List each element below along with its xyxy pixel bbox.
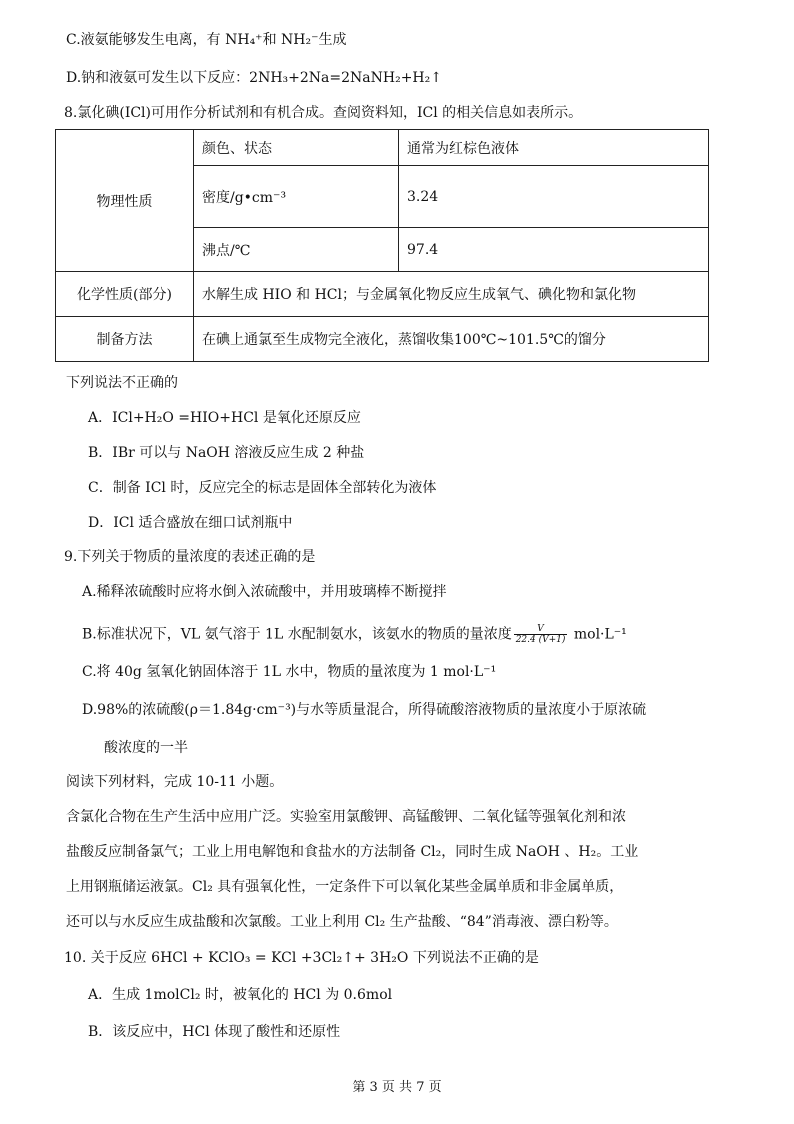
concentration-fraction	[514, 624, 568, 645]
density-value: 3.24	[399, 166, 709, 228]
q9-stem: 9.下列关于物质的量浓度的表述正确的是	[64, 549, 316, 565]
q10-option-b: B．该反应中，HCl 体现了酸性和还原性	[88, 1024, 341, 1040]
fraction-numerator: V	[514, 624, 568, 635]
boiling-point-label: 沸点/℃	[194, 228, 399, 272]
q10-option-a: A．生成 1molCl₂ 时，被氧化的 HCl 为 0.6mol	[88, 987, 393, 1003]
q9-option-b-text: B.标准状况下，VL 氨气溶于 1L 水配制氨水，该氨水的物质的量浓度	[82, 626, 512, 643]
table-row	[56, 317, 709, 362]
chemical-properties-label: 化学性质(部分)	[56, 272, 194, 317]
q8-option-c: C．制备 ICl 时，反应完全的标志是固体全部转化为液体	[88, 480, 437, 496]
preparation-label: 制备方法	[56, 317, 194, 362]
q8-option-b: B．IBr 可以与 NaOH 溶液反应生成 2 种盐	[88, 445, 365, 461]
chemical-properties-value: 水解生成 HIO 和 HCl；与金属氧化物反应生成氧气、碘化物和氯化物	[194, 272, 709, 317]
q9-option-b	[82, 624, 627, 645]
q8-prompt: 下列说法不正确的	[66, 375, 178, 391]
page-footer: 第 3 页 共 7 页	[352, 1080, 442, 1095]
color-state-value: 通常为红棕色液体	[399, 130, 709, 166]
color-state-label: 颜色、状态	[194, 130, 399, 166]
icl-properties-table	[55, 129, 709, 362]
q8-option-a: A．ICl+H₂O =HIO+HCl 是氧化还原反应	[88, 410, 361, 426]
material-paragraph-line: 含氯化合物在生产生活中应用广泛。实验室用氯酸钾、高锰酸钾、二氧化锰等强氧化剂和浓	[66, 809, 626, 825]
table-row	[56, 272, 709, 317]
q9-option-d-line2: 酸浓度的一半	[104, 740, 188, 756]
material-paragraph-line: 还可以与水反应生成盐酸和次氯酸。工业上利用 Cl₂ 生产盐酸、“84”消毒液、漂白粉等。	[66, 914, 618, 930]
density-label: 密度/g•cm⁻³	[194, 166, 399, 228]
material-paragraph-line: 上用钢瓶储运液氯。Cl₂ 具有强氧化性，一定条件下可以氧化某些金属单质和非金属单质，	[66, 879, 624, 895]
reading-instruction: 阅读下列材料，完成 10-11 小题。	[66, 774, 284, 790]
q9-option-c: C.将 40g 氢氧化钠固体溶于 1L 水中，物质的量浓度为 1 mol·L⁻¹	[82, 664, 497, 680]
q7-option-d: D.钠和液氨可发生以下反应：2NH₃+2Na=2NaNH₂+H₂↑	[66, 70, 442, 86]
preparation-value: 在碘上通氯至生成物完全液化，蒸馏收集100℃~101.5℃的馏分	[194, 317, 709, 362]
fraction-denominator: 22.4 (V+1)	[515, 635, 566, 645]
q8-stem: 8.氯化碘(ICl)可用作分析试剂和有机合成。查阅资料知，ICl 的相关信息如表所示。	[64, 105, 583, 121]
boiling-point-value: 97.4	[399, 228, 709, 272]
q9-option-a: A.稀释浓硫酸时应将水倒入浓硫酸中，并用玻璃棒不断搅拌	[82, 584, 447, 600]
q10-stem: 10. 关于反应 6HCl + KClO₃ = KCl +3Cl₂↑+ 3H₂O 下列说法不正确的是	[64, 950, 539, 966]
material-paragraph-line: 盐酸反应制备氯气；工业上用电解饱和食盐水的方法制备 Cl₂，同时生成 NaOH 、H₂。工业	[66, 844, 639, 860]
physical-properties-label: 物理性质	[56, 130, 194, 272]
table-row	[56, 130, 709, 166]
q8-option-d: D．ICl 适合盛放在细口试剂瓶中	[88, 515, 293, 531]
unit: mol·L⁻¹	[573, 626, 627, 643]
q7-option-c: C.液氨能够发生电离，有 NH₄⁺和 NH₂⁻生成	[66, 32, 347, 48]
q9-option-d-line1: D.98%的浓硫酸(ρ＝1.84g·cm⁻³)与水等质量混合，所得硫酸溶液物质的量浓度小于原浓硫	[82, 702, 647, 718]
